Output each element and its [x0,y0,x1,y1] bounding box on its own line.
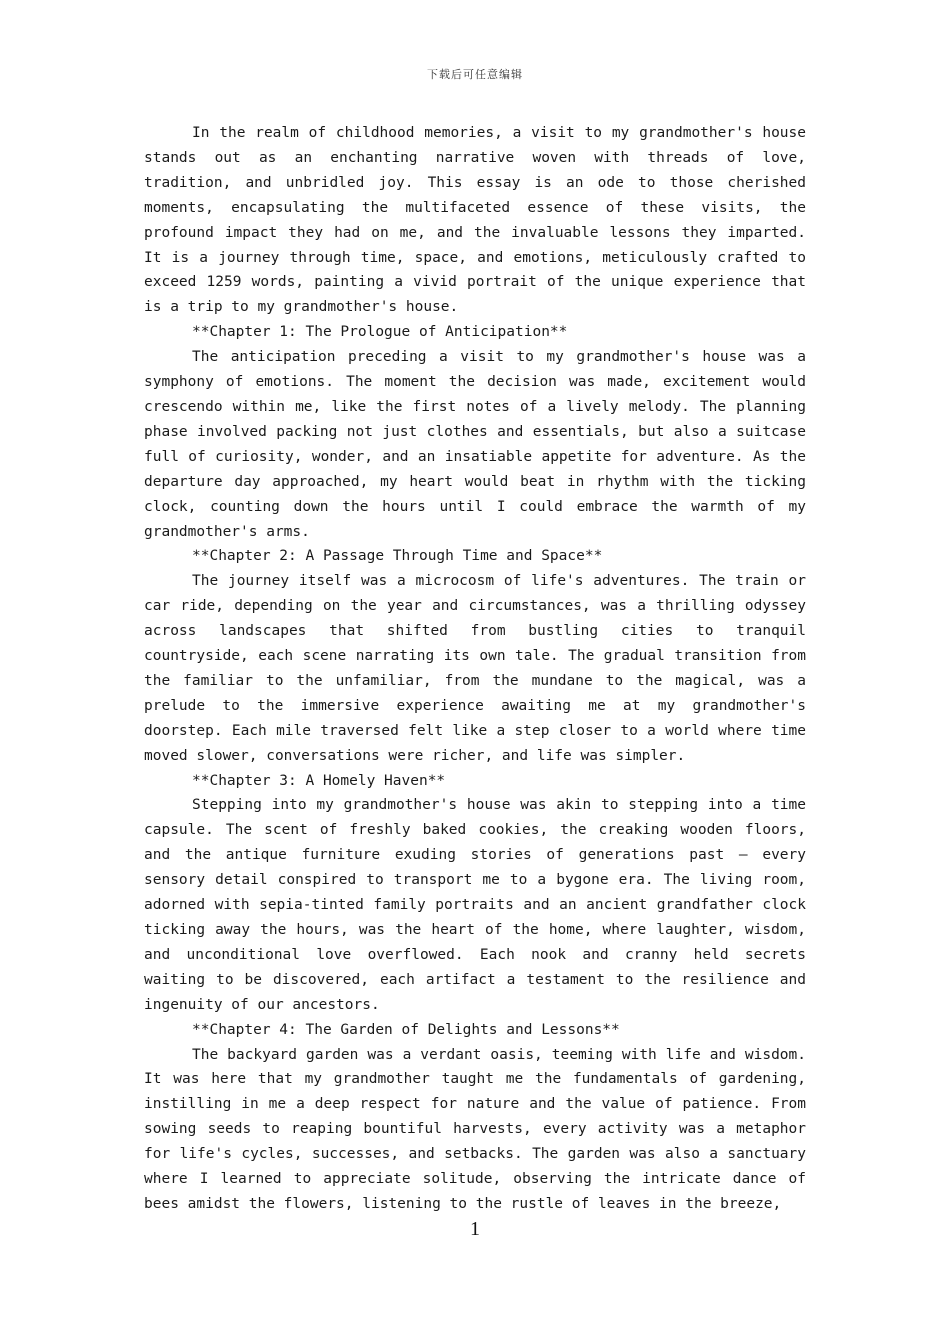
chapter-heading-4: **Chapter 4: The Garden of Delights and Lessons** [192,1021,620,1038]
paragraph-chapter-2: The journey itself was a microcosm of life's adventures. The train or car ride, depending on the year and circumstances, was a thrilling odyssey across landscapes that shifted from bustling cities to tranquil countryside, each scene narrating its own tale. The gradual transition from the familiar to the unfamiliar, from the mundane to the magical, was a prelude to the immersive experience awaiting me at my grandmother's doorstep. Each mile traversed felt like a step closer to a world where time moved slower, conversations were richer, and life was simpler. [144,573,806,764]
chapter-heading-1: **Chapter 1: The Prologue of Anticipation** [192,324,568,341]
paragraph-chapter-3: Stepping into my grandmother's house was akin to stepping into a time capsule. The scent of freshly baked cookies, the creaking wooden floors, and the antique furniture exuding stories of generations past – every sensory detail conspired to transport me to a bygone era. The living room, adorned with sepia-tinted family portraits and an ancient grandfather clock ticking away the hours, was the heart of the home, where laughter, wisdom, and unconditional love overflowed. Each nook and cranny held secrets waiting to be discovered, each artifact a testament to the resilience and ingenuity of our ancestors. [144,797,806,1013]
page-number: 1 [470,1218,480,1240]
paragraph-intro: In the realm of childhood memories, a visit to my grandmother's house stands out as an enchanting narrative woven with threads of love, tradition, and unbridled joy. This essay is an ode to those cherished moments, encapsulating the multifaceted essence of these visits, the profound impact they had on me, and the invaluable lessons they imparted. It is a journey through time, space, and emotions, meticulously crafted to exceed 1259 words, painting a vivid portrait of the unique experience that is a trip to my grandmother's house. [144,125,806,316]
chapter-heading-2: **Chapter 2: A Passage Through Time and Space** [192,548,603,565]
page-header: 下载后可任意编辑 [427,68,523,81]
chapter-heading-3: **Chapter 3: A Homely Haven** [192,772,446,789]
document-body [144,121,806,1217]
paragraph-chapter-1: The anticipation preceding a visit to my grandmother's house was a symphony of emotions. The moment the decision was made, excitement would crescendo within me, like the first notes of a lively melody. The planning phase involved packing not just clothes and essentials, but also a suitcase full of curiosity, wonder, and an insatiable appetite for adventure. As the departure day approached, my heart would beat in rhythm with the ticking clock, counting down the hours until I could embrace the warmth of my grandmother's arms. [144,349,806,540]
paragraph-chapter-4: The backyard garden was a verdant oasis, teeming with life and wisdom. It was here that my grandmother taught me the fundamentals of gardening, instilling in me a deep respect for nature and the value of patience. From sowing seeds to reaping bountiful harvests, every activity was a metaphor for life's cycles, successes, and setbacks. The garden was also a sanctuary where I learned to appreciate solitude, observing the intricate dance of bees amidst the flowers, listening to the rustle of leaves in the breeze, [144,1046,806,1212]
